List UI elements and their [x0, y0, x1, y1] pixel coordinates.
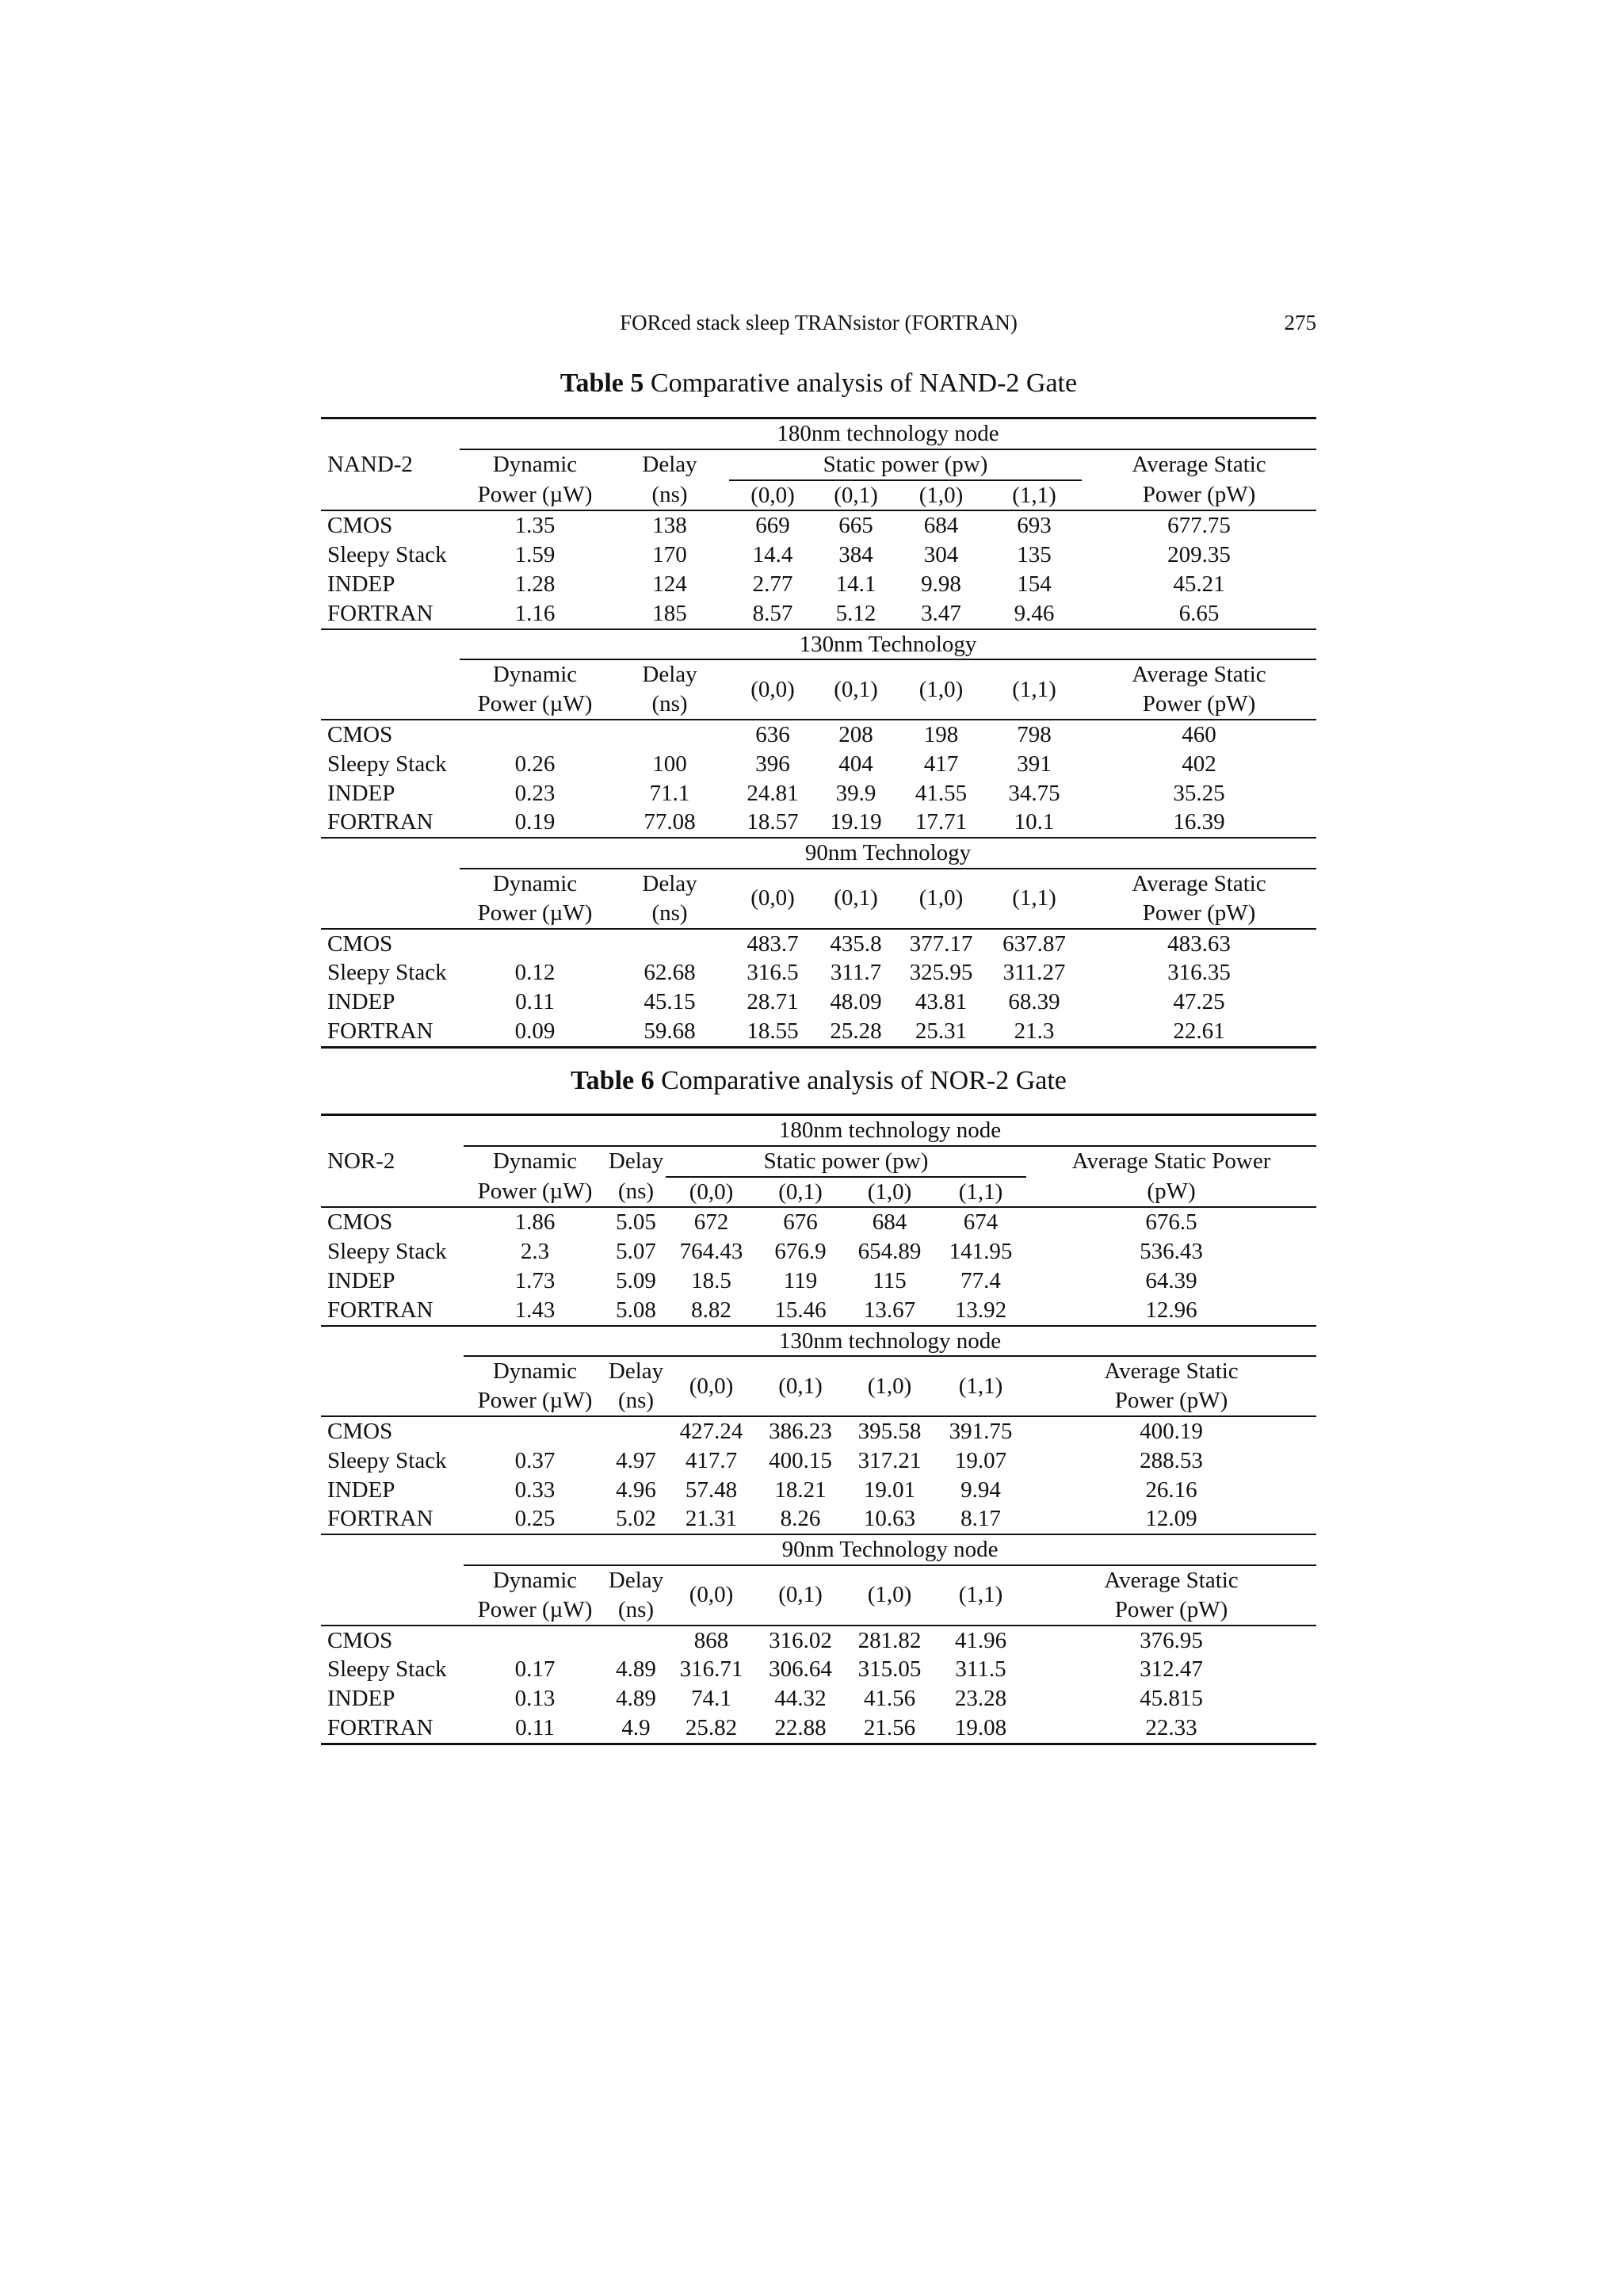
- average-static-cell: 64.39: [1145, 1267, 1197, 1293]
- static-00-cell: 764.43: [679, 1239, 743, 1265]
- static-11-cell: 68.39: [1008, 989, 1060, 1015]
- row-label: Sleepy Stack: [327, 960, 447, 986]
- delay-cell: 4.89: [616, 1686, 656, 1712]
- static-10-cell: 377.17: [909, 930, 973, 957]
- row-label: CMOS: [327, 1209, 393, 1236]
- table-5-nand2: [321, 417, 1316, 1049]
- dynamic-power-cell: [460, 929, 610, 959]
- average-static-cell: 16.39: [1082, 808, 1316, 838]
- row-label: FORTRAN: [321, 1713, 464, 1744]
- static-10-cell: 9.98: [921, 571, 961, 597]
- section-header-130nm: 130nm Technology: [460, 629, 1316, 660]
- col-input-01: (0,1): [757, 1565, 844, 1626]
- col-input-01: (0,1): [757, 1177, 844, 1208]
- row-label: INDEP: [327, 1267, 395, 1293]
- col-average-static-unit: Power (pW): [1026, 1595, 1316, 1626]
- static-01-cell: 208: [838, 721, 873, 747]
- col-input-01: (0,1): [816, 659, 896, 720]
- average-static-cell: 536.43: [1140, 1239, 1203, 1265]
- table-row: [321, 599, 1316, 629]
- static-01-cell: 19.19: [816, 808, 896, 838]
- static-00-cell: 18.5: [691, 1267, 731, 1293]
- static-10-cell: 198: [923, 721, 959, 747]
- col-delay: Delay: [642, 662, 697, 688]
- row-label: FORTRAN: [321, 599, 460, 629]
- col-input-11: (1,1): [987, 869, 1082, 929]
- row-label: Sleepy Stack: [327, 542, 447, 568]
- static-11-cell: 23.28: [954, 1686, 1007, 1712]
- static-00-cell: 2.77: [752, 571, 793, 597]
- static-10-cell: 315.05: [857, 1656, 922, 1683]
- table-row: [321, 1237, 1316, 1266]
- static-00-cell: 74.1: [691, 1686, 731, 1712]
- static-10-cell: 41.55: [915, 780, 968, 806]
- table-6-label: Table 6: [571, 1066, 655, 1095]
- page-number: 275: [1284, 311, 1316, 334]
- static-01-cell: 665: [838, 513, 873, 539]
- col-dynamic-power: Dynamic: [492, 1148, 578, 1175]
- delay-cell: 71.1: [649, 780, 690, 806]
- col-average-static: Average Static: [1132, 870, 1266, 896]
- static-11-cell: 9.46: [987, 599, 1082, 629]
- table-row: [321, 541, 1316, 570]
- col-average-static: Average Static: [1104, 1567, 1239, 1593]
- static-11-cell: 19.07: [954, 1447, 1007, 1473]
- static-01-cell: 14.1: [835, 571, 876, 597]
- table-6-nor2: [321, 1114, 1316, 1745]
- dynamic-power-cell: 0.11: [464, 1713, 606, 1744]
- dynamic-power-cell: 2.3: [520, 1239, 550, 1265]
- static-11-cell: 154: [1017, 571, 1052, 597]
- static-01-cell: 386.23: [769, 1418, 832, 1444]
- row-label: INDEP: [327, 780, 395, 806]
- dynamic-power-cell: [464, 1416, 606, 1446]
- dynamic-power-cell: 1.16: [460, 599, 610, 629]
- static-01-cell: 384: [838, 542, 873, 568]
- static-11-cell: 311.5: [955, 1656, 1006, 1683]
- col-dynamic-power-unit: Power (µW): [464, 1595, 606, 1626]
- static-11-cell: 693: [1017, 513, 1052, 539]
- table-5-caption-text: Comparative analysis of NAND-2 Gate: [643, 369, 1078, 398]
- table-row: [321, 929, 1316, 959]
- static-00-cell: 25.82: [666, 1713, 757, 1744]
- table-row: [321, 510, 1316, 541]
- col-static-power: Static power (pw): [666, 1146, 1026, 1177]
- section-header-180nm: 180nm technology node: [460, 418, 1316, 449]
- row-label: CMOS: [327, 513, 393, 539]
- static-10-cell: 43.81: [915, 989, 968, 1015]
- col-average-static: Average Static: [1104, 1358, 1239, 1385]
- static-00-cell: 483.7: [747, 930, 799, 957]
- col-input-00: (0,0): [666, 1565, 757, 1626]
- static-10-cell: 684: [872, 1209, 907, 1236]
- col-average-static-unit: Power (pW): [1082, 899, 1316, 929]
- static-10-cell: 10.63: [844, 1504, 935, 1534]
- table-6-caption-text: Comparative analysis of NOR-2 Gate: [654, 1066, 1067, 1095]
- average-static-cell: 677.75: [1167, 513, 1231, 539]
- col-input-10: (1,0): [844, 1177, 935, 1208]
- col-input-10: (1,0): [844, 1565, 935, 1626]
- col-input-00: (0,0): [666, 1177, 757, 1208]
- col-delay: Delay: [642, 452, 697, 478]
- static-00-cell: 18.57: [729, 808, 816, 838]
- row-label: FORTRAN: [321, 1504, 464, 1534]
- static-01-cell: 8.26: [757, 1504, 844, 1534]
- row-label: INDEP: [327, 989, 395, 1015]
- section-header-130nm: 130nm technology node: [464, 1326, 1316, 1357]
- running-head-title: FORced stack sleep TRANsistor (FORTRAN): [620, 311, 1018, 334]
- table-row: [321, 1266, 1316, 1296]
- table-row: [321, 1655, 1316, 1684]
- row-label: FORTRAN: [321, 808, 460, 838]
- static-10-cell: 13.67: [844, 1296, 935, 1326]
- static-01-cell: 676.9: [774, 1239, 827, 1265]
- delay-cell: 5.09: [616, 1267, 656, 1293]
- dynamic-power-cell: 1.59: [514, 542, 556, 568]
- static-00-cell: 396: [755, 751, 790, 777]
- static-00-cell: 21.31: [666, 1504, 757, 1534]
- col-input-00: (0,0): [729, 480, 816, 511]
- col-input-10: (1,0): [896, 869, 987, 929]
- table-row: [321, 988, 1316, 1017]
- static-11-cell: 77.4: [960, 1267, 1001, 1293]
- row-label: CMOS: [327, 930, 393, 957]
- dynamic-power-cell: 0.33: [514, 1477, 556, 1503]
- dynamic-power-cell: 0.11: [515, 989, 555, 1015]
- section-header-90nm: 90nm Technology node: [464, 1534, 1316, 1565]
- dynamic-power-cell: 0.37: [514, 1447, 556, 1473]
- average-static-cell: 12.09: [1026, 1504, 1316, 1534]
- dynamic-power-cell: 0.12: [514, 960, 556, 986]
- static-01-cell: 676: [783, 1209, 818, 1236]
- static-10-cell: 317.21: [857, 1447, 922, 1473]
- col-input-00: (0,0): [666, 1356, 757, 1416]
- col-input-00: (0,0): [729, 659, 816, 720]
- dynamic-power-cell: [460, 720, 610, 750]
- col-input-10: (1,0): [844, 1356, 935, 1416]
- table-6-caption: [321, 1066, 1316, 1096]
- col-input-11: (1,1): [935, 1565, 1026, 1626]
- static-10-cell: 654.89: [857, 1239, 922, 1265]
- static-11-cell: 21.3: [987, 1017, 1082, 1047]
- col-input-01: (0,1): [757, 1356, 844, 1416]
- table-row: [321, 1296, 1316, 1326]
- average-static-cell: 22.33: [1026, 1713, 1316, 1744]
- row-label: Sleepy Stack: [327, 751, 447, 777]
- static-00-cell: 14.4: [752, 542, 793, 568]
- static-11-cell: 19.08: [935, 1713, 1026, 1744]
- row-label: Sleepy Stack: [327, 1239, 447, 1265]
- col-delay: Delay: [608, 1148, 664, 1175]
- col-delay: Delay: [608, 1567, 664, 1593]
- average-static-cell: 288.53: [1140, 1447, 1203, 1473]
- static-00-cell: 636: [755, 721, 790, 747]
- section-header-180nm: 180nm technology node: [464, 1115, 1316, 1146]
- col-dynamic-power: Dynamic: [492, 452, 578, 478]
- col-average-static-unit: Power (pW): [1026, 1386, 1316, 1416]
- static-10-cell: 21.56: [844, 1713, 935, 1744]
- col-delay-unit: (ns): [606, 1177, 666, 1208]
- static-01-cell: 39.9: [835, 780, 876, 806]
- row-label: Sleepy Stack: [327, 1656, 447, 1683]
- col-delay-unit: (ns): [606, 1386, 666, 1416]
- delay-cell: 4.97: [616, 1447, 656, 1473]
- delay-cell: 138: [652, 513, 687, 539]
- static-00-cell: 8.82: [666, 1296, 757, 1326]
- col-static-power: Static power (pw): [729, 449, 1082, 480]
- static-10-cell: 281.82: [857, 1627, 922, 1653]
- table-5-caption: [321, 369, 1316, 399]
- col-average-static-unit: Power (pW): [1082, 690, 1316, 720]
- static-00-cell: 417.7: [685, 1447, 738, 1473]
- static-11-cell: 13.92: [935, 1296, 1026, 1326]
- table-row: [321, 1476, 1316, 1505]
- row-label: FORTRAN: [321, 1017, 460, 1047]
- col-dynamic-power-unit: Power (µW): [464, 1177, 606, 1208]
- delay-cell: [606, 1626, 666, 1656]
- delay-cell: 59.68: [610, 1017, 729, 1047]
- delay-cell: 5.02: [606, 1504, 666, 1534]
- dynamic-power-cell: 1.86: [514, 1209, 556, 1236]
- static-11-cell: 674: [963, 1209, 999, 1236]
- static-10-cell: 41.56: [863, 1686, 916, 1712]
- row-label: INDEP: [327, 571, 395, 597]
- static-01-cell: 435.8: [830, 930, 882, 957]
- col-dynamic-power: Dynamic: [492, 1358, 578, 1385]
- static-00-cell: 316.5: [747, 960, 799, 986]
- static-11-cell: 311.27: [1002, 960, 1066, 986]
- average-static-cell: 26.16: [1145, 1477, 1197, 1503]
- average-static-cell: 47.25: [1173, 989, 1225, 1015]
- table-row: [321, 1684, 1316, 1713]
- average-static-cell: 312.47: [1140, 1656, 1203, 1683]
- static-00-cell: 57.48: [685, 1477, 738, 1503]
- static-00-cell: 427.24: [679, 1418, 743, 1444]
- dynamic-power-cell: 0.09: [460, 1017, 610, 1047]
- table-row: [321, 750, 1316, 779]
- delay-cell: 45.15: [643, 989, 696, 1015]
- table-row: [321, 570, 1316, 599]
- running-head: [321, 311, 1316, 342]
- static-10-cell: 115: [873, 1267, 907, 1293]
- col-delay: Delay: [642, 870, 697, 896]
- static-11-cell: 8.17: [935, 1504, 1026, 1534]
- static-01-cell: 22.88: [757, 1713, 844, 1744]
- col-average-static: Average Static: [1132, 452, 1266, 478]
- delay-cell: [610, 720, 729, 750]
- col-average-static-unit: Power (pW): [1082, 480, 1316, 511]
- col-input-11: (1,1): [987, 480, 1082, 511]
- dynamic-power-cell: [464, 1626, 606, 1656]
- delay-cell: 4.89: [616, 1656, 656, 1683]
- col-dynamic-power-unit: Power (µW): [460, 480, 610, 511]
- col-delay-unit: (ns): [610, 690, 729, 720]
- col-delay-unit: (ns): [606, 1595, 666, 1626]
- static-11-cell: 637.87: [1002, 930, 1066, 957]
- static-01-cell: 44.32: [774, 1686, 827, 1712]
- table-5-label: Table 5: [559, 369, 644, 398]
- table-row: [321, 1017, 1316, 1047]
- average-static-cell: 22.61: [1082, 1017, 1316, 1047]
- static-01-cell: 5.12: [816, 599, 896, 629]
- col-average-static-unit: (pW): [1026, 1177, 1316, 1208]
- dynamic-power-cell: 0.17: [514, 1656, 556, 1683]
- col-input-11: (1,1): [935, 1177, 1026, 1208]
- col-dynamic-power-unit: Power (µW): [460, 899, 610, 929]
- static-10-cell: 684: [923, 513, 959, 539]
- dynamic-power-cell: 1.35: [514, 513, 556, 539]
- col-dynamic-power-unit: Power (µW): [464, 1386, 606, 1416]
- table-row: [321, 958, 1316, 988]
- average-static-cell: 45.21: [1173, 571, 1225, 597]
- average-static-cell: 6.65: [1082, 599, 1316, 629]
- dynamic-power-cell: 0.25: [464, 1504, 606, 1534]
- static-10-cell: 304: [923, 542, 959, 568]
- static-01-cell: 48.09: [830, 989, 882, 1015]
- average-static-cell: 209.35: [1167, 542, 1231, 568]
- static-10-cell: 3.47: [896, 599, 987, 629]
- static-11-cell: 391: [1017, 751, 1052, 777]
- table-row: [321, 1207, 1316, 1237]
- table-corner-label: NOR-2: [321, 1115, 464, 1208]
- dynamic-power-cell: 0.23: [514, 780, 556, 806]
- dynamic-power-cell: 0.19: [460, 808, 610, 838]
- average-static-cell: 45.815: [1140, 1686, 1203, 1712]
- col-average-static: Average Static: [1132, 662, 1266, 688]
- static-00-cell: 18.55: [729, 1017, 816, 1047]
- average-static-cell: 400.19: [1140, 1418, 1203, 1444]
- static-11-cell: 141.95: [949, 1239, 1013, 1265]
- col-input-00: (0,0): [729, 869, 816, 929]
- table-row: [321, 779, 1316, 808]
- delay-cell: 4.96: [616, 1477, 656, 1503]
- static-10-cell: 25.31: [896, 1017, 987, 1047]
- static-01-cell: 15.46: [757, 1296, 844, 1326]
- average-static-cell: 316.35: [1167, 960, 1231, 986]
- table-row: [321, 1504, 1316, 1534]
- col-delay-unit: (ns): [610, 480, 729, 511]
- static-01-cell: 119: [783, 1267, 818, 1293]
- dynamic-power-cell: 0.26: [514, 751, 556, 777]
- average-static-cell: 460: [1182, 721, 1216, 747]
- static-01-cell: 18.21: [774, 1477, 827, 1503]
- col-input-10: (1,0): [896, 659, 987, 720]
- row-label: CMOS: [327, 721, 393, 747]
- static-11-cell: 135: [1017, 542, 1052, 568]
- table-corner-label: NAND-2: [321, 418, 460, 511]
- row-label: INDEP: [327, 1686, 395, 1712]
- col-dynamic-power-unit: Power (µW): [460, 690, 610, 720]
- dynamic-power-cell: 1.28: [514, 571, 556, 597]
- col-input-11: (1,1): [987, 659, 1082, 720]
- static-00-cell: 672: [693, 1209, 729, 1236]
- static-01-cell: 400.15: [769, 1447, 832, 1473]
- static-10-cell: 19.01: [863, 1477, 916, 1503]
- delay-cell: [606, 1416, 666, 1446]
- static-01-cell: 311.7: [830, 960, 882, 986]
- table-row: [321, 1713, 1316, 1744]
- table-row: [321, 720, 1316, 750]
- delay-cell: 5.08: [606, 1296, 666, 1326]
- table-row: [321, 1446, 1316, 1476]
- col-dynamic-power: Dynamic: [492, 662, 578, 688]
- row-label: CMOS: [327, 1418, 393, 1444]
- average-static-cell: 35.25: [1173, 780, 1225, 806]
- average-static-cell: 483.63: [1167, 930, 1231, 957]
- delay-cell: 77.08: [610, 808, 729, 838]
- dynamic-power-cell: 1.73: [514, 1267, 556, 1293]
- col-input-10: (1,0): [896, 480, 987, 511]
- row-label: CMOS: [327, 1627, 393, 1653]
- static-11-cell: 10.1: [987, 808, 1082, 838]
- static-11-cell: 41.96: [954, 1627, 1007, 1653]
- delay-cell: 185: [610, 599, 729, 629]
- delay-cell: 5.05: [616, 1209, 656, 1236]
- delay-cell: 170: [652, 542, 687, 568]
- table-row: [321, 808, 1316, 838]
- delay-cell: 100: [652, 751, 687, 777]
- col-dynamic-power: Dynamic: [492, 870, 578, 896]
- static-10-cell: 395.58: [857, 1418, 922, 1444]
- static-00-cell: 8.57: [729, 599, 816, 629]
- average-static-cell: 402: [1182, 751, 1216, 777]
- static-11-cell: 9.94: [960, 1477, 1001, 1503]
- static-00-cell: 28.71: [747, 989, 799, 1015]
- col-average-static: Average Static Power: [1071, 1148, 1271, 1175]
- dynamic-power-cell: 0.13: [514, 1686, 556, 1712]
- section-header-90nm: 90nm Technology: [460, 838, 1316, 869]
- static-10-cell: 17.71: [896, 808, 987, 838]
- static-00-cell: 669: [755, 513, 790, 539]
- col-dynamic-power: Dynamic: [492, 1567, 578, 1593]
- row-label: Sleepy Stack: [327, 1447, 447, 1473]
- static-01-cell: 25.28: [816, 1017, 896, 1047]
- table-row: [321, 1416, 1316, 1446]
- static-01-cell: 316.02: [769, 1627, 832, 1653]
- static-10-cell: 417: [923, 751, 959, 777]
- col-input-01: (0,1): [816, 869, 896, 929]
- static-00-cell: 316.71: [679, 1656, 743, 1683]
- delay-cell: 62.68: [643, 960, 696, 986]
- static-00-cell: 868: [693, 1627, 729, 1653]
- row-label: FORTRAN: [321, 1296, 464, 1326]
- col-delay: Delay: [608, 1358, 664, 1385]
- delay-cell: 5.07: [616, 1239, 656, 1265]
- static-00-cell: 24.81: [747, 780, 799, 806]
- row-label: INDEP: [327, 1477, 395, 1503]
- average-static-cell: 376.95: [1140, 1627, 1203, 1653]
- delay-cell: 4.9: [606, 1713, 666, 1744]
- dynamic-power-cell: 1.43: [464, 1296, 606, 1326]
- static-10-cell: 325.95: [909, 960, 973, 986]
- table-row: [321, 1626, 1316, 1656]
- static-01-cell: 404: [838, 751, 873, 777]
- average-static-cell: 12.96: [1026, 1296, 1316, 1326]
- delay-cell: 124: [652, 571, 687, 597]
- col-delay-unit: (ns): [610, 899, 729, 929]
- col-input-01: (0,1): [816, 480, 896, 511]
- static-11-cell: 34.75: [1008, 780, 1060, 806]
- static-11-cell: 798: [1017, 721, 1052, 747]
- delay-cell: [610, 929, 729, 959]
- static-01-cell: 306.64: [769, 1656, 832, 1683]
- static-11-cell: 391.75: [949, 1418, 1013, 1444]
- average-static-cell: 676.5: [1145, 1209, 1197, 1236]
- col-input-11: (1,1): [935, 1356, 1026, 1416]
